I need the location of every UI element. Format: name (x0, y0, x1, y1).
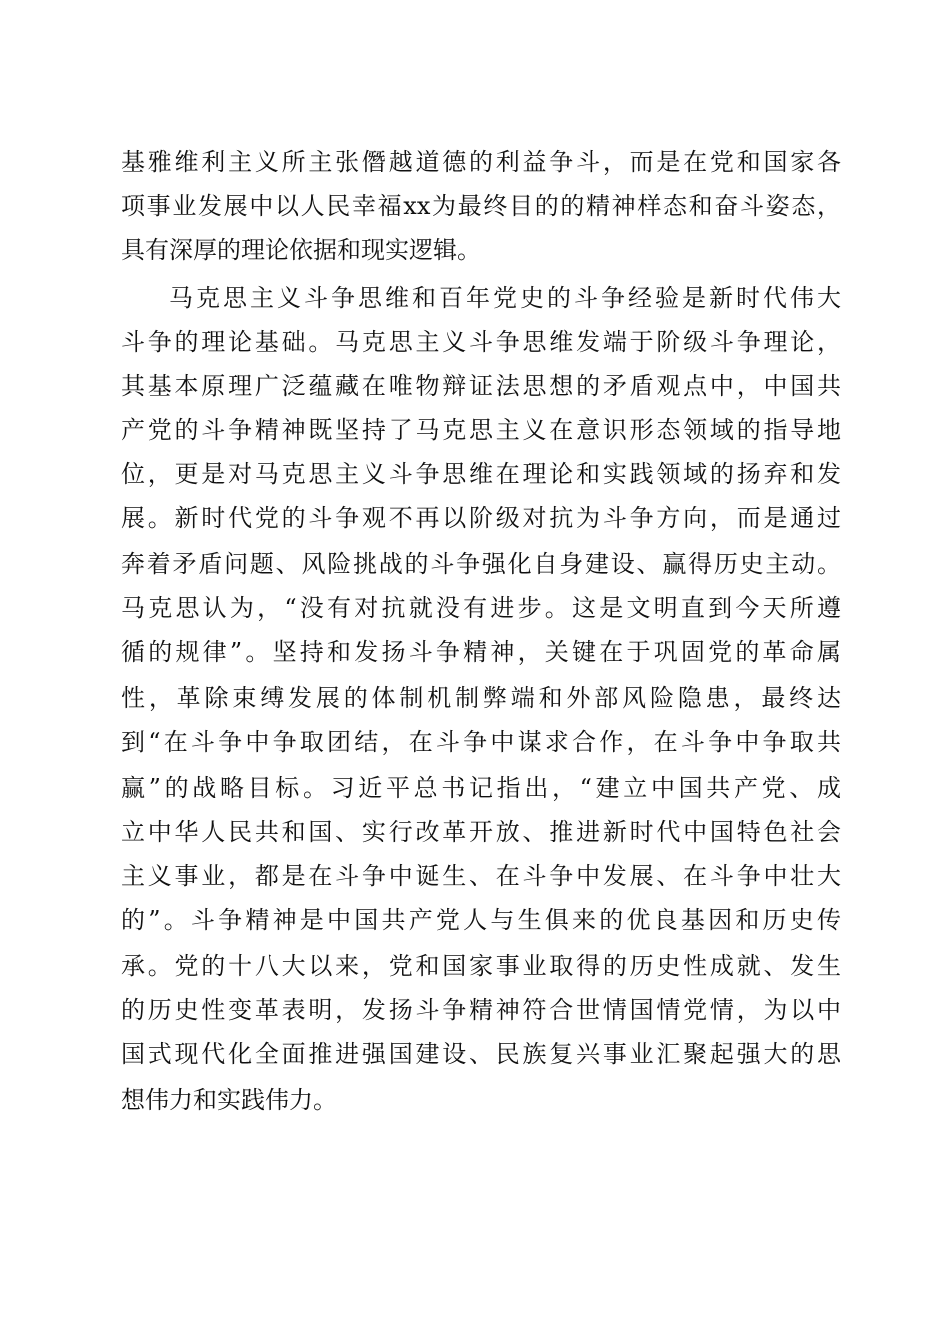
paragraph-2-line-14: 主义事业，都是在斗争中诞生、在斗争中发展、在斗争中壮大 (121, 862, 841, 890)
paragraph-2-line-13: 立中华人民共和国、实行改革开放、推进新时代中国特色社会 (121, 818, 841, 846)
paragraph-2-line-2: 斗争的理论基础。马克思主义斗争思维发端于阶级斗争理论， (121, 328, 841, 356)
paragraph-2-line-10: 性，革除束缚发展的体制机制弊端和外部风险隐患，最终达 (121, 684, 841, 712)
paragraph-1-line-1: 基雅维利主义所主张僭越道德的利益争斗，而是在党和国家各 (121, 148, 841, 176)
paragraph-2-line-4: 产党的斗争精神既坚持了马克思主义在意识形态领域的指导地 (121, 416, 841, 444)
paragraph-2-line-8: 马克思认为，“没有对抗就没有进步。这是文明直到今天所遵 (121, 594, 841, 622)
paragraph-1-line-3: 具有深厚的理论依据和现实逻辑。 (121, 236, 481, 264)
paragraph-2-line-19: 想伟力和实践伟力。 (121, 1086, 337, 1114)
paragraph-2-line-6: 展。新时代党的斗争观不再以阶级对抗为斗争方向，而是通过 (121, 504, 841, 532)
paragraph-1-line-2: 项事业发展中以人民幸福xx为最终目的的精神样态和奋斗姿态， (121, 192, 841, 220)
paragraph-2-line-7: 奔着矛盾问题、风险挑战的斗争强化自身建设、赢得历史主动。 (121, 550, 841, 578)
paragraph-2-line-5: 位，更是对马克思主义斗争思维在理论和实践领域的扬弃和发 (121, 460, 841, 488)
paragraph-2-line-17: 的历史性变革表明，发扬斗争精神符合世情国情党情，为以中 (121, 996, 841, 1024)
paragraph-2-line-9: 循的规律”。坚持和发扬斗争精神，关键在于巩固党的革命属 (121, 638, 841, 666)
paragraph-2-line-12: 赢”的战略目标。习近平总书记指出，“建立中国共产党、成 (121, 774, 841, 802)
paragraph-2-line-15: 的”。斗争精神是中国共产党人与生俱来的优良基因和历史传 (121, 906, 841, 934)
paragraph-2-line-18: 国式现代化全面推进强国建设、民族复兴事业汇聚起强大的思 (121, 1040, 841, 1068)
paragraph-2-line-11: 到“在斗争中争取团结，在斗争中谋求合作，在斗争中争取共 (121, 728, 841, 756)
paragraph-2-line-1: 马克思主义斗争思维和百年党史的斗争经验是新时代伟大 (169, 284, 841, 312)
paragraph-2-line-3: 其基本原理广泛蕴藏在唯物辩证法思想的矛盾观点中，中国共 (121, 372, 841, 400)
paragraph-2-line-16: 承。党的十八大以来，党和国家事业取得的历史性成就、发生 (121, 952, 841, 980)
